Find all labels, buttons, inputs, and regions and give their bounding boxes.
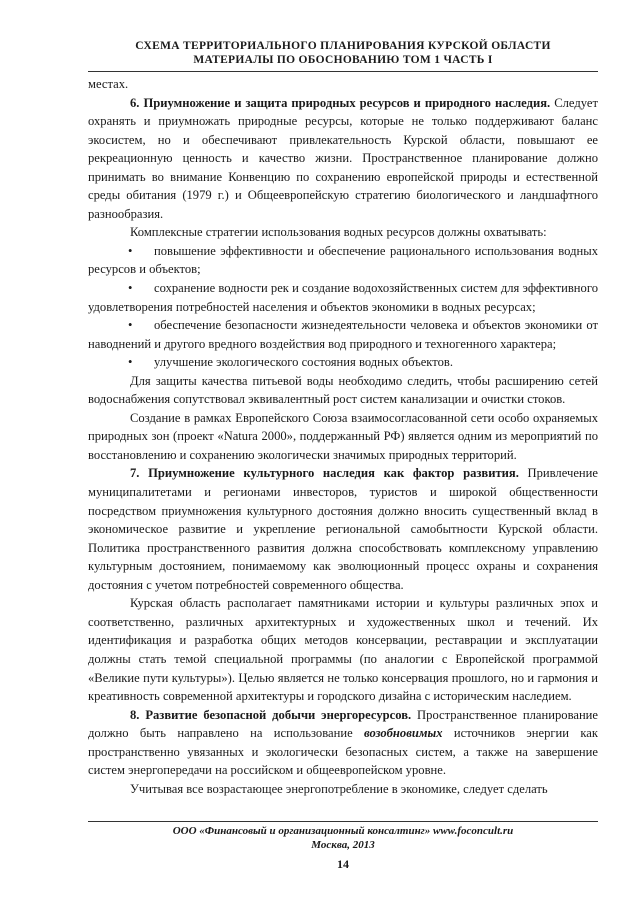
section-6-text: Следует охранять и приумножать природные ресурсы, которые не только поддерживают баланс экосистем, но и обеспечивают привлекательность Курской области, повышают ее рекреационную ценность и качество жизни. Пространственное планирование должно принимать во внимание Конвенцию по сохранению европейской природы и естественной среды обитания (1979 г.) и Общеевропейскую стратегию биологического и ландшафтного разнообразия. (88, 95, 598, 221)
list-item (88, 353, 598, 372)
bullet-icon: • (128, 281, 133, 296)
list-item (88, 279, 598, 316)
header-subtitle: МАТЕРИАЛЫ ПО ОБОСНОВАНИЮ ТОМ 1 ЧАСТЬ I (193, 54, 493, 66)
section-8-paragraph (88, 706, 598, 780)
page-number: 14 (337, 857, 349, 871)
section-8-text-b: источников энергии как пространственно увязанных и экологически безопасных систем, а также на завершение систем энергопередачи на российском и общеевропейском уровне. (88, 726, 599, 778)
bullet-icon: • (128, 243, 133, 258)
body-text (88, 75, 598, 798)
footer-company: ООО «Финансовый и организационный консалтинг» www.foconcult.ru (172, 825, 514, 837)
bullet-icon: • (128, 318, 133, 333)
section-8-text-a: Пространственное планирование должно быть направлено на использование (88, 707, 599, 741)
water-strategies-intro: Комплексные стратегии использования водных ресурсов должны охватывать: (130, 225, 547, 240)
header-divider (88, 71, 598, 72)
section-8-emphasis: возобновимых (364, 726, 443, 741)
list-item (88, 316, 598, 353)
paragraph-continuation: местах. (88, 77, 129, 91)
list-item (88, 242, 598, 279)
header-title: СХЕМА ТЕРРИТОРИАЛЬНОГО ПЛАНИРОВАНИЯ КУРСКОЙ ОБЛАСТИ (135, 40, 551, 52)
cultural-heritage-paragraph: Курская область располагает памятниками истории и культуры различных эпох и соответственно, различных архитектурных и художественных школ и течений. Их идентификация и разработка общих методов консервации, реставрации и эксплуатации должны стать темой специальной программы (по аналогии с Европейской программой «Великие пути культуры»). Целью является не только консервация прошлого, но и гармония и креативность современной архитектуры и городского дизайна с историческим наследием. (88, 596, 598, 704)
section-7-heading: 7. Приумножение культурного наследия как фактор развития. (130, 466, 519, 481)
section-6-paragraph (88, 94, 598, 224)
list-item-text: обеспечение безопасности жизнедеятельности человека и объектов экономики от наводнений и другого вредного воздействия вод природного и техногенного характера; (88, 318, 598, 351)
list-item-text: повышение эффективности и обеспечение рационального использования водных ресурсов и объектов; (88, 243, 598, 277)
energy-consumption-paragraph: Учитывая все возрастающее энергопотребление в экономике, следует сделать (130, 781, 548, 796)
section-6-heading: 6. Приумножение и защита природных ресурсов и природного наследия. (130, 95, 551, 110)
bullet-icon: • (128, 355, 133, 370)
list-item-text: улучшение экологического состояния водных объектов. (154, 355, 453, 370)
section-7-text: Привлечение муниципалитетами и регионами инвесторов, туристов и широкой общественности посредством приумножения культурного достояния должно вносить существенный вклад в экономическое развитие и укрепление региональной самобытности Курской области. Политика пространственного развития должна способствовать комплексному управлению культурным достоянием, понимаемому как эволюционный процесс охраны и сохранения достояния с учетом потребностей современного общества. (88, 466, 598, 592)
section-8-heading: 8. Развитие безопасной добычи энергоресурсов. (130, 707, 412, 722)
section-7-paragraph (88, 464, 598, 594)
drinking-water-paragraph: Для защиты качества питьевой воды необходимо следить, чтобы расширению сетей водоснабжения сопутствовал эквивалентный рост систем канализации и очистки стоков. (88, 373, 598, 407)
footer-city-year: Москва, 2013 (311, 839, 375, 851)
natura-2000-paragraph: Создание в рамках Европейского Союза взаимосогласованной сети особо охраняемых природных зон (проект «Natura 2000», поддержанный РФ) является одним из мероприятий по восстановлению и сохранению экологически значимых природных территорий. (88, 410, 598, 462)
list-item-text: сохранение водности рек и создание водохозяйственных систем для эффективного удовлетворения потребностей населения и объектов экономики в водных ресурсах; (88, 281, 598, 314)
footer-divider (88, 821, 598, 822)
